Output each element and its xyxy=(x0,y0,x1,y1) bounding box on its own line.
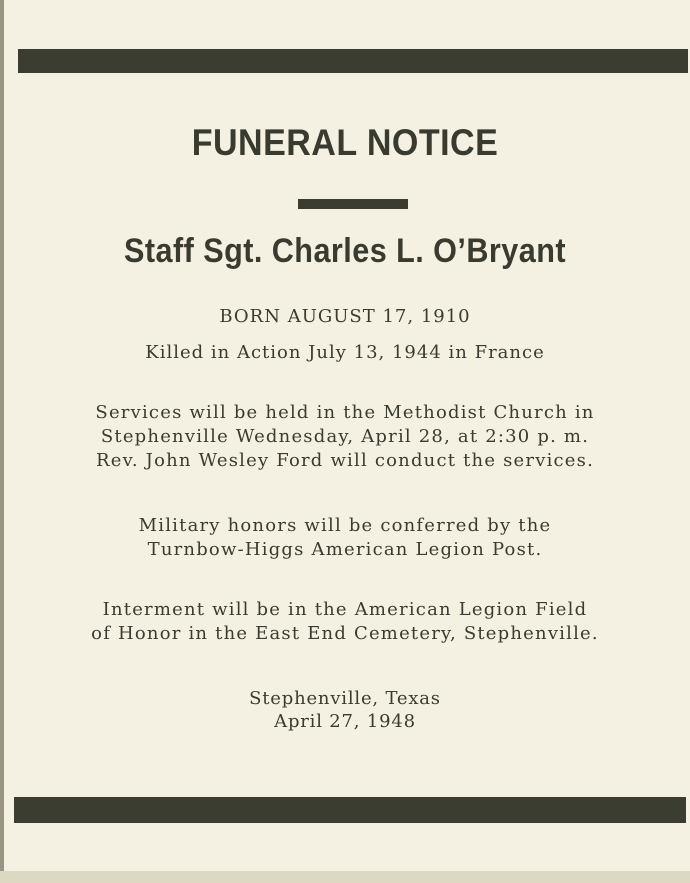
military-line: Turnbow-Higgs American Legion Post. xyxy=(147,539,543,560)
notice-date: April 27, 1948 xyxy=(274,711,416,732)
services-paragraph xyxy=(0,401,690,473)
services-line: Stephenville Wednesday, April 28, at 2:30 p. m. xyxy=(100,426,590,447)
birth-date: BORN AUGUST 17, 1910 xyxy=(219,306,471,327)
military-honors-paragraph xyxy=(0,514,690,562)
services-line: Rev. John Wesley Ford will conduct the services. xyxy=(95,450,595,471)
deceased-name: Staff Sgt. Charles L. O’Bryant xyxy=(124,232,566,270)
interment-line: of Honor in the East End Cemetery, Stephenville. xyxy=(91,623,599,644)
place-and-date xyxy=(0,687,690,733)
services-line: Services will be held in the Methodist Church in xyxy=(95,402,595,423)
notice-title: FUNERAL NOTICE xyxy=(191,122,499,163)
interment-line: Interment will be in the American Legion Field xyxy=(102,599,588,620)
interment-paragraph xyxy=(0,598,690,646)
military-line: Military honors will be conferred by the xyxy=(138,515,552,536)
death-details: Killed in Action July 13, 1944 in France xyxy=(145,342,545,363)
title-divider xyxy=(298,199,408,209)
top-black-border xyxy=(18,49,688,73)
bottom-black-border xyxy=(14,797,686,823)
notice-place: Stephenville, Texas xyxy=(249,688,441,709)
card-bottom-edge xyxy=(0,871,690,883)
